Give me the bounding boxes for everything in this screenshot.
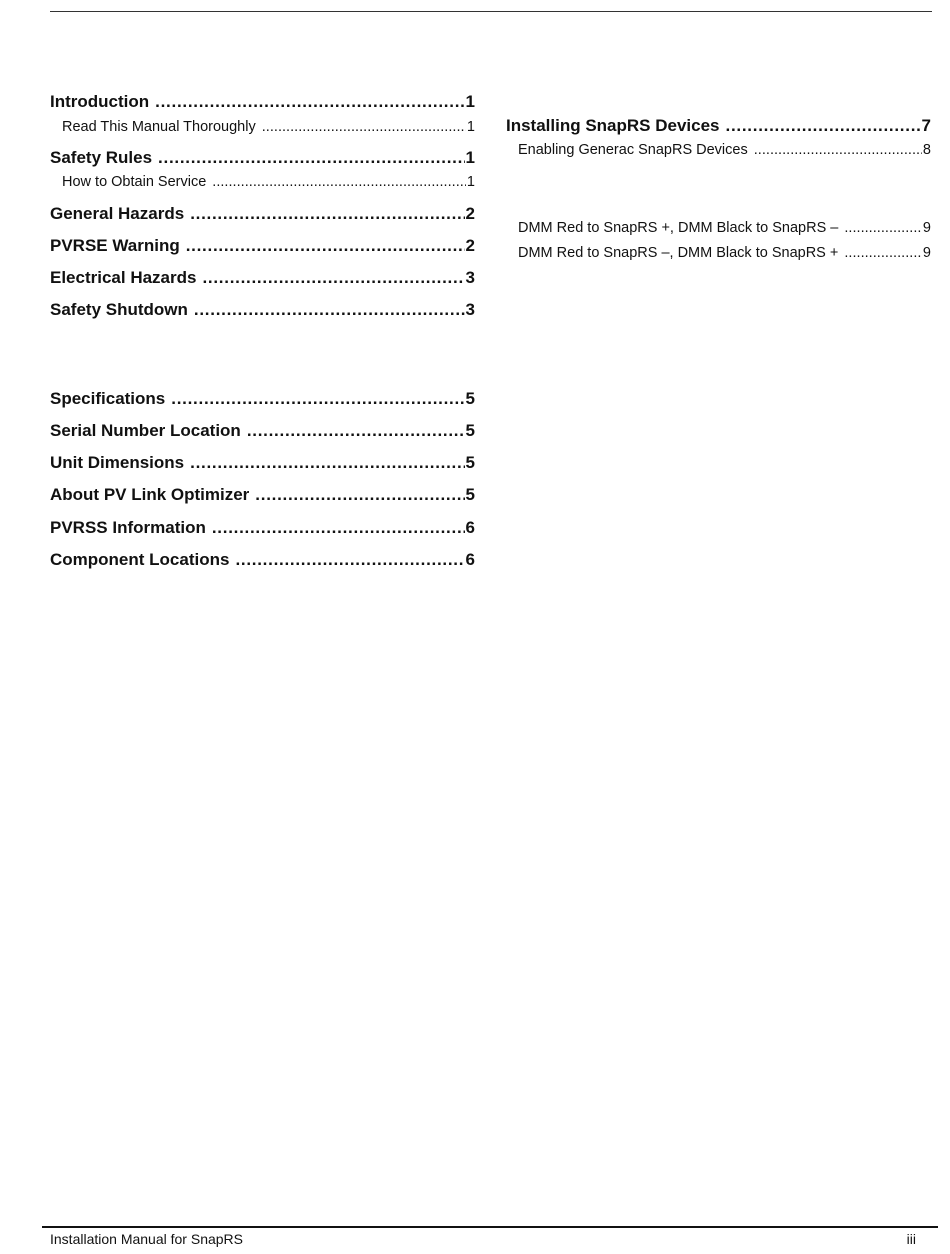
toc-entry-label: Introduction (50, 92, 150, 111)
toc-entry-page: 2 (465, 204, 475, 223)
toc-entry-page: 5 (465, 389, 475, 408)
toc-entry-page: 7 (921, 116, 931, 135)
toc-entry-label: Safety Shutdown (50, 300, 188, 319)
toc-entry-electrical-hazards[interactable] (50, 267, 475, 289)
toc-entry-safety-shutdown[interactable] (50, 299, 475, 321)
toc-entry-label: Serial Number Location (50, 421, 241, 440)
toc-entry-page: 1 (466, 174, 475, 190)
dot-leader (158, 147, 464, 169)
toc-entry-page: 1 (465, 92, 475, 111)
toc-entry-safety-rules[interactable] (50, 147, 475, 169)
dot-leader (155, 91, 464, 113)
toc-entry-page: 3 (465, 268, 475, 287)
toc-entry-page: 8 (922, 142, 931, 158)
toc-entry-page: 9 (922, 245, 931, 261)
dot-leader (212, 517, 465, 539)
toc-entry-label: Read This Manual Thoroughly (62, 119, 256, 135)
toc-entry-page: 3 (465, 300, 475, 319)
toc-entry-label: General Hazards (50, 204, 185, 223)
dot-leader (202, 267, 464, 289)
toc-entry-label: Unit Dimensions (50, 453, 185, 472)
dot-leader (844, 243, 922, 263)
top-rule (50, 11, 932, 12)
toc-entry-label: Component Locations (50, 550, 230, 569)
toc-entry-general-hazards[interactable] (50, 203, 475, 225)
dot-leader (844, 218, 922, 238)
toc-entry-label: Electrical Hazards (50, 268, 197, 287)
toc-entry-label: How to Obtain Service (62, 174, 207, 190)
dot-leader (190, 452, 464, 474)
toc-entry-specifications[interactable] (50, 388, 475, 410)
toc-entry-page: 5 (465, 453, 475, 472)
toc-entry-page: 5 (465, 485, 475, 504)
toc-entry-label: PVRSS Information (50, 518, 206, 537)
dot-leader (726, 115, 921, 137)
toc-entry-about-pv-link[interactable] (50, 484, 475, 506)
toc-entry-label: Specifications (50, 389, 166, 408)
dot-leader (247, 420, 465, 442)
toc-entry-label: Installing SnapRS Devices (506, 116, 720, 135)
toc-entry-label: Enabling Generac SnapRS Devices (518, 142, 748, 158)
toc-entry-pvrse-warning[interactable] (50, 235, 475, 257)
toc-entry-serial-number-location[interactable] (50, 420, 475, 442)
toc-entry-label: Safety Rules (50, 148, 153, 167)
dot-leader (255, 484, 464, 506)
toc-entry-page: 1 (466, 119, 475, 135)
toc-entry-label: DMM Red to SnapRS +, DMM Black to SnapRS – (518, 220, 839, 236)
toc-entry-enabling-snaprs[interactable] (506, 140, 931, 160)
dot-leader (212, 172, 466, 192)
toc-entry-obtain-service[interactable] (50, 172, 475, 192)
dot-leader (754, 140, 922, 160)
footer-rule (42, 1226, 938, 1228)
footer-title: Installation Manual for SnapRS (50, 1231, 243, 1247)
toc-entry-page: 9 (922, 220, 931, 236)
toc-entry-pvrss-information[interactable] (50, 517, 475, 539)
toc-entry-dmm-red-minus[interactable] (506, 243, 931, 263)
toc-entry-dmm-red-plus[interactable] (506, 218, 931, 238)
toc-entry-page: 2 (465, 236, 475, 255)
toc-entry-label: About PV Link Optimizer (50, 485, 250, 504)
toc-entry-page: 6 (465, 518, 475, 537)
toc-entry-page: 1 (465, 148, 475, 167)
toc-entry-read-manual[interactable] (50, 117, 475, 137)
dot-leader (262, 117, 466, 137)
dot-leader (235, 549, 464, 571)
toc-entry-page: 6 (465, 550, 475, 569)
toc-entry-page: 5 (465, 421, 475, 440)
footer-page-number: iii (906, 1231, 916, 1247)
toc-entry-component-locations[interactable] (50, 549, 475, 571)
dot-leader (190, 203, 464, 225)
dot-leader (194, 299, 465, 321)
dot-leader (186, 235, 465, 257)
dot-leader (171, 388, 464, 410)
toc-entry-unit-dimensions[interactable] (50, 452, 475, 474)
toc-entry-installing-snaprs[interactable] (506, 115, 931, 137)
toc-entry-label: DMM Red to SnapRS –, DMM Black to SnapRS + (518, 245, 839, 261)
toc-entry-introduction[interactable] (50, 91, 475, 113)
toc-entry-label: PVRSE Warning (50, 236, 180, 255)
